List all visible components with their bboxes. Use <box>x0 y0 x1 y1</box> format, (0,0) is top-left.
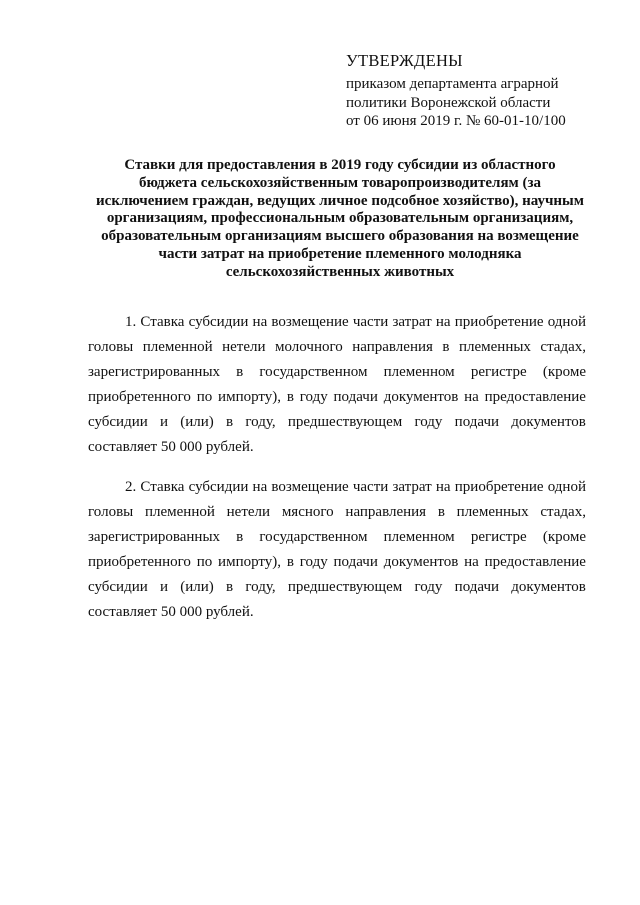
paragraph-rate-beef <box>88 475 586 625</box>
word: зарегистрированных <box>88 364 221 380</box>
word: в <box>236 529 244 545</box>
paragraph-line <box>88 410 586 435</box>
word: племенной <box>142 339 213 355</box>
document-title-line: части затрат на приобретение племенного молодняка <box>158 245 522 262</box>
word: зарегистрированных <box>88 529 221 545</box>
word: предшествующем <box>287 414 403 430</box>
word: предоставление <box>484 389 586 405</box>
word: предшествующем <box>287 579 403 595</box>
paragraph-line <box>88 360 586 385</box>
word: части <box>352 314 389 330</box>
approval-block <box>346 52 616 131</box>
word: по <box>196 554 213 570</box>
word: 1. <box>125 314 137 330</box>
word: приобретение <box>454 314 544 330</box>
word: в <box>286 554 294 570</box>
word: направления <box>352 339 433 355</box>
word: подачи <box>333 554 378 570</box>
word: возмещение <box>271 479 349 495</box>
paragraph-line <box>88 550 586 575</box>
paragraph-rate-dairy <box>88 310 586 460</box>
word: и <box>160 414 169 430</box>
word: нетели <box>222 339 266 355</box>
word: государственном <box>259 529 368 545</box>
word: одной <box>547 479 586 495</box>
word: субсидии <box>88 414 148 430</box>
word: документов <box>383 389 459 405</box>
word: части <box>352 479 389 495</box>
word: в <box>226 414 234 430</box>
word: племенных <box>458 339 531 355</box>
word: в <box>437 504 445 520</box>
word: импорту), <box>218 554 281 570</box>
word: государственном <box>259 364 368 380</box>
document-title-line: организациям, профессиональным образовательным организациям, <box>106 210 574 227</box>
word: затрат <box>392 314 432 330</box>
word: приобретение <box>454 479 544 495</box>
document-title-line: сельскохозяйственных животных <box>225 263 455 280</box>
word: возмещение <box>271 314 349 330</box>
word: головы <box>88 504 134 520</box>
word: 2. <box>125 479 137 495</box>
word: импорту), <box>218 389 281 405</box>
word: на <box>252 314 268 330</box>
word: подачи <box>454 414 500 430</box>
word: нетели <box>226 504 271 520</box>
paragraph-line <box>88 475 586 500</box>
word: племенном <box>383 529 455 545</box>
word: стадах, <box>540 339 586 355</box>
paragraph-line <box>88 525 586 550</box>
document-title <box>84 157 596 282</box>
word: (кроме <box>542 529 586 545</box>
word: на <box>464 389 479 405</box>
word: направления <box>345 504 427 520</box>
word: стадах, <box>540 504 586 520</box>
word: одной <box>547 314 586 330</box>
paragraph-line <box>88 500 586 525</box>
paragraph-line <box>88 310 586 335</box>
word: племенной <box>144 504 215 520</box>
word: году, <box>245 579 276 595</box>
paragraph-line <box>88 385 586 410</box>
word: в <box>442 339 450 355</box>
word: на <box>464 554 479 570</box>
word: документов <box>383 554 459 570</box>
word: племенном <box>383 364 455 380</box>
word: году, <box>245 414 276 430</box>
word: году <box>414 579 443 595</box>
paragraph-line <box>88 335 586 360</box>
word: документов <box>511 414 586 430</box>
word: мясного <box>281 504 334 520</box>
word: году <box>299 554 328 570</box>
word: Ставка <box>140 314 185 330</box>
word: на <box>435 314 451 330</box>
word: затрат <box>392 479 432 495</box>
approval-department-line: политики Воронежской области <box>346 94 551 111</box>
word: (или) <box>180 414 214 430</box>
word: подачи <box>333 389 378 405</box>
approval-date-number-line: от 06 июня 2019 г. № 60-01-10/100 <box>346 113 566 129</box>
approval-order-line: приказом департамента аграрной <box>346 76 559 92</box>
word: (или) <box>180 579 214 595</box>
document-title-line: Ставки для предоставления в 2019 году субсидии из областного <box>124 157 556 173</box>
word: документов <box>511 579 586 595</box>
word: на <box>252 479 268 495</box>
word: приобретенного <box>88 389 191 405</box>
word: племенных <box>456 504 529 520</box>
word: (кроме <box>542 364 586 380</box>
word: году <box>299 389 328 405</box>
paragraph-line <box>88 575 586 600</box>
word: приобретенного <box>88 554 191 570</box>
word: предоставление <box>484 554 586 570</box>
word: субсидии <box>188 479 249 495</box>
word: головы <box>88 339 134 355</box>
word: субсидии <box>88 579 148 595</box>
word: регистре <box>470 529 527 545</box>
word: Ставка <box>140 479 185 495</box>
word: в <box>236 364 244 380</box>
paragraph-line: составляет 50 000 рублей. <box>88 439 254 455</box>
word: в <box>286 389 294 405</box>
word: подачи <box>454 579 500 595</box>
word: году <box>414 414 443 430</box>
word: субсидии <box>188 314 249 330</box>
paragraph-line: составляет 50 000 рублей. <box>88 604 254 620</box>
word: по <box>196 389 213 405</box>
word: и <box>160 579 169 595</box>
document-title-line: исключением граждан, ведущих личное подсобное хозяйство), научным <box>96 192 584 209</box>
word: регистре <box>470 364 527 380</box>
approval-title: УТВЕРЖДЕНЫ <box>346 51 463 70</box>
word: молочного <box>275 339 343 355</box>
word: в <box>226 579 234 595</box>
document-title-line: образовательным организациям высшего образования на возмещение <box>101 228 579 245</box>
document-title-line: бюджета сельскохозяйственным товаропроизводителям (за <box>138 174 542 191</box>
word: на <box>435 479 451 495</box>
